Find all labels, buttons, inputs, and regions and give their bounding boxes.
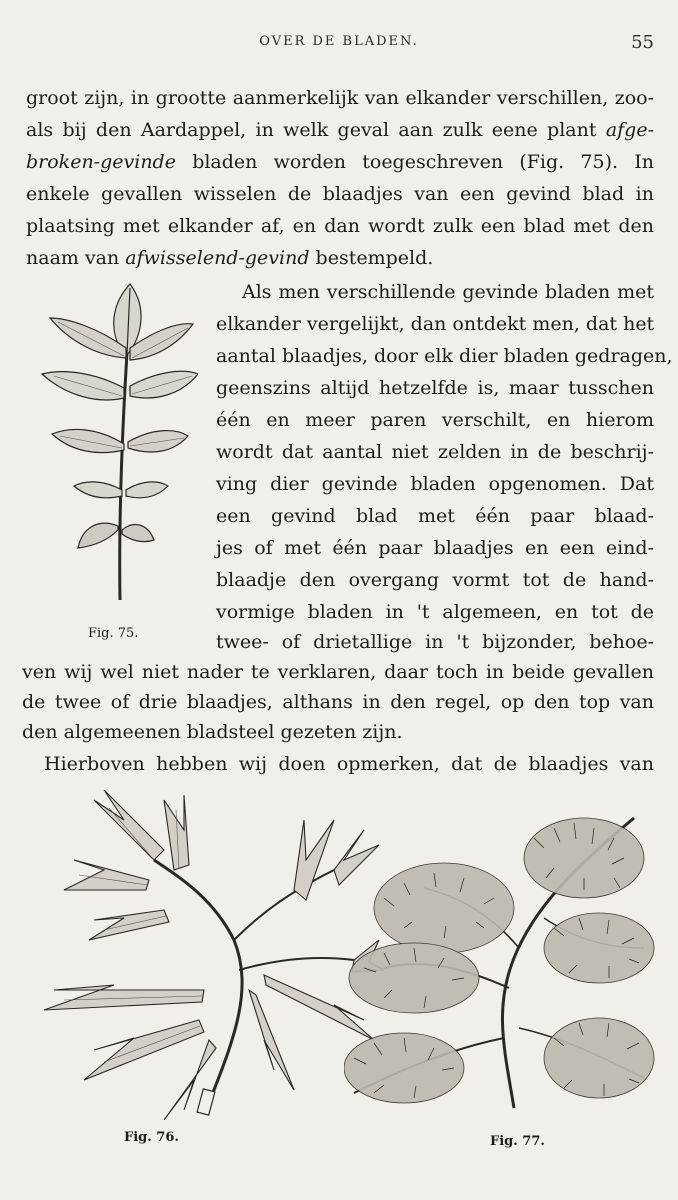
text-line: naam van afwisselend-gevind bestempeld. xyxy=(26,247,434,269)
text-line: broken-gevinde bladen worden toegeschreven (Fig. 75). In xyxy=(26,151,654,173)
text-line: blaadje den overgang vormt tot de hand- xyxy=(216,569,654,591)
text-line: groot zijn, in grootte aanmerkelijk van elkander verschillen, zoo- xyxy=(26,87,654,109)
text-line: als bij den Aardappel, in welk geval aan zulk eene plant afge- xyxy=(26,119,654,141)
text-line: plaatsing met elkander af, en dan wordt zulk een blad met den xyxy=(26,215,654,237)
text-line: aantal blaadjes, door elk dier bladen gedragen, xyxy=(216,345,673,367)
running-title: OVER DE BLADEN. xyxy=(259,34,419,49)
pinnate-leaf-illustration-icon xyxy=(38,278,198,608)
text-line: enkele gevallen wisselen de blaadjes van een gevind blad in xyxy=(26,183,654,205)
text-line: de twee of drie blaadjes, althans in den regel, op den top van xyxy=(22,691,654,713)
text-line: geenszins altijd hetzelfde is, maar tusschen xyxy=(216,377,654,399)
running-head xyxy=(0,34,678,58)
text-line: Als men verschillende gevinde bladen met xyxy=(242,281,654,303)
text-line: ven wij wel niet nader te verklaren, daar toch in beide gevallen xyxy=(22,661,654,683)
text-line: ving dier gevinde bladen opgenomen. Dat xyxy=(216,473,654,495)
text-line: vormige bladen in 't algemeen, en tot de xyxy=(216,601,654,623)
text-line: jes of met één paar blaadjes en een eind- xyxy=(216,537,654,559)
text-line: elkander vergelijkt, dan ontdekt men, dat het xyxy=(216,313,655,335)
finely-dissected-leaf-illustration-icon xyxy=(344,808,658,1118)
page-number: 55 xyxy=(631,32,654,53)
figure-caption: Fig. 75. xyxy=(88,626,139,641)
text-line: een gevind blad met één paar blaad- xyxy=(216,505,654,527)
figure-caption: Fig. 77. xyxy=(490,1134,545,1149)
palmate-lobed-leaf-illustration-icon xyxy=(34,790,384,1120)
text-line: één en meer paren verschilt, en hierom xyxy=(216,409,654,431)
text-line: wordt dat aantal niet zelden in de beschrij- xyxy=(216,441,654,463)
figure-caption: Fig. 76. xyxy=(124,1130,179,1145)
text-line: Hierboven hebben wij doen opmerken, dat de blaadjes van xyxy=(44,753,654,775)
text-line: den algemeenen bladsteel gezeten zijn. xyxy=(22,721,403,743)
text-line: twee- of drietallige in 't bijzonder, behoe- xyxy=(216,631,654,653)
